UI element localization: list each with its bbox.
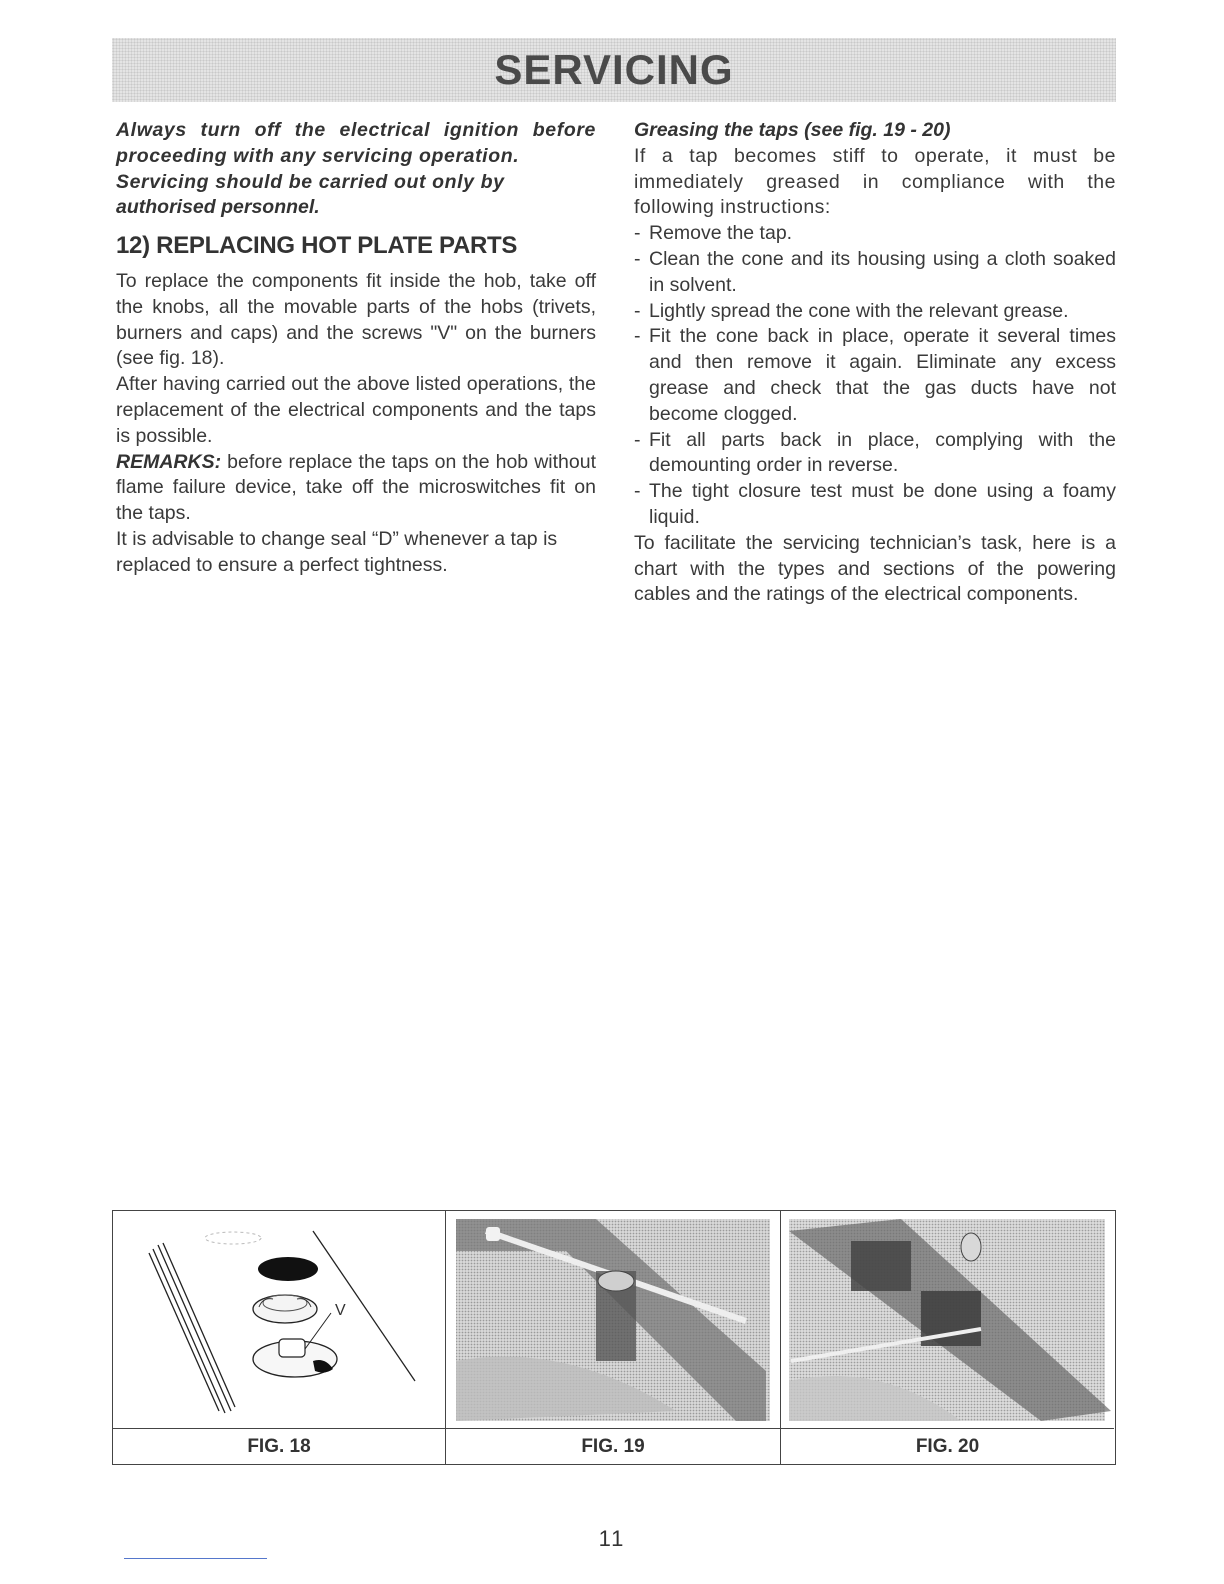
tap-cone — [598, 1271, 634, 1291]
page-number: 11 — [598, 1526, 626, 1551]
greasing-steps — [634, 221, 1116, 531]
greasing-intro: If a tap becomes stiff to operate, it must be immediately greased in compliance with the following instructions: — [634, 144, 1116, 219]
step-item: - Fit all parts back in place, complying with the demounting order in reverse. — [634, 428, 1116, 480]
trivet-rod — [149, 1253, 219, 1411]
burner-cap — [258, 1257, 318, 1281]
paragraph-seal: It is advisable to change seal “D” whenever a tap is replaced to ensure a perfect tightness. — [116, 527, 558, 576]
greasing-subheading: Greasing the taps (see fig. 19 - 20) — [634, 119, 951, 141]
step-item: - The tight closure test must be done using a foamy liquid. — [634, 479, 1116, 531]
figure-18-caption: FIG. 18 — [113, 1428, 445, 1464]
intro-warning — [116, 118, 596, 170]
tap-block — [851, 1241, 911, 1291]
paragraph-remarks — [116, 450, 596, 527]
section-title: 12) REPLACING HOT PLATE PARTS — [116, 232, 518, 260]
screw-label-v: V — [335, 1302, 346, 1319]
step-item: - Clean the cone and its housing using a cloth soaked in solvent. — [634, 247, 1116, 299]
footer-rule — [124, 1558, 267, 1559]
right-column — [634, 118, 1116, 608]
trivet-rod — [158, 1245, 231, 1411]
trivet-rod — [163, 1243, 235, 1407]
authorised-text: authorised personnel. — [116, 196, 320, 219]
figures-table — [112, 1210, 1116, 1465]
tap-spindle — [961, 1233, 981, 1261]
step-item: - Remove the tap. — [634, 221, 1116, 247]
warning-text: Always turn off the electrical ignition before proceeding with any servicing operation. — [116, 119, 596, 167]
burner-exploded-drawing — [113, 1211, 444, 1429]
remarks-label: REMARKS: — [116, 450, 222, 473]
tap-photo-20 — [781, 1211, 1112, 1429]
figure-18 — [113, 1211, 446, 1464]
banner-title: SERVICING — [494, 46, 734, 93]
figure-20 — [781, 1211, 1114, 1464]
left-column — [116, 118, 596, 579]
figure-19-photo — [446, 1211, 780, 1429]
burner-base-hole — [279, 1339, 305, 1357]
servicing-text: Servicing should be carried out only by — [116, 170, 505, 193]
paragraph-after: After having carried out the above listed operations, the replacement of the electrical components and the taps is possible. — [116, 373, 596, 447]
figure-20-photo — [781, 1211, 1114, 1429]
closing-paragraph: To facilitate the servicing technician’s task, here is a chart with the types and sections of the powering cables and the ratings of the electrical components. — [634, 531, 1116, 606]
burner-crown — [253, 1295, 317, 1323]
step-item: - Lightly spread the cone with the relevant grease. — [634, 299, 1116, 325]
tap-photo-19 — [446, 1211, 779, 1429]
cap-outline — [205, 1232, 261, 1244]
step-item: - Fit the cone back in place, operate it several times and then remove it again. Eliminate any excess grease and check that the gas ducts have not become clogged. — [634, 324, 1116, 427]
figure-20-caption: FIG. 20 — [781, 1428, 1114, 1464]
section-banner — [112, 38, 1116, 102]
figure-19 — [446, 1211, 781, 1464]
remarks-text: before replace the taps on the hob without flame failure device, take off the microswitches fit on the taps. — [116, 450, 596, 525]
tap-knob-stem — [486, 1227, 500, 1241]
paragraph-replace: To replace the components fit inside the hob, take off the knobs, all the movable parts of the hobs (trivets, burners and caps) and the screws "V" on the burners (see fig. 18). — [116, 269, 596, 370]
figure-19-caption: FIG. 19 — [446, 1428, 780, 1464]
figure-18-drawing — [113, 1211, 445, 1429]
intro-authorised — [116, 195, 596, 221]
intro-servicing — [116, 170, 596, 196]
trivet-rod — [153, 1249, 225, 1413]
